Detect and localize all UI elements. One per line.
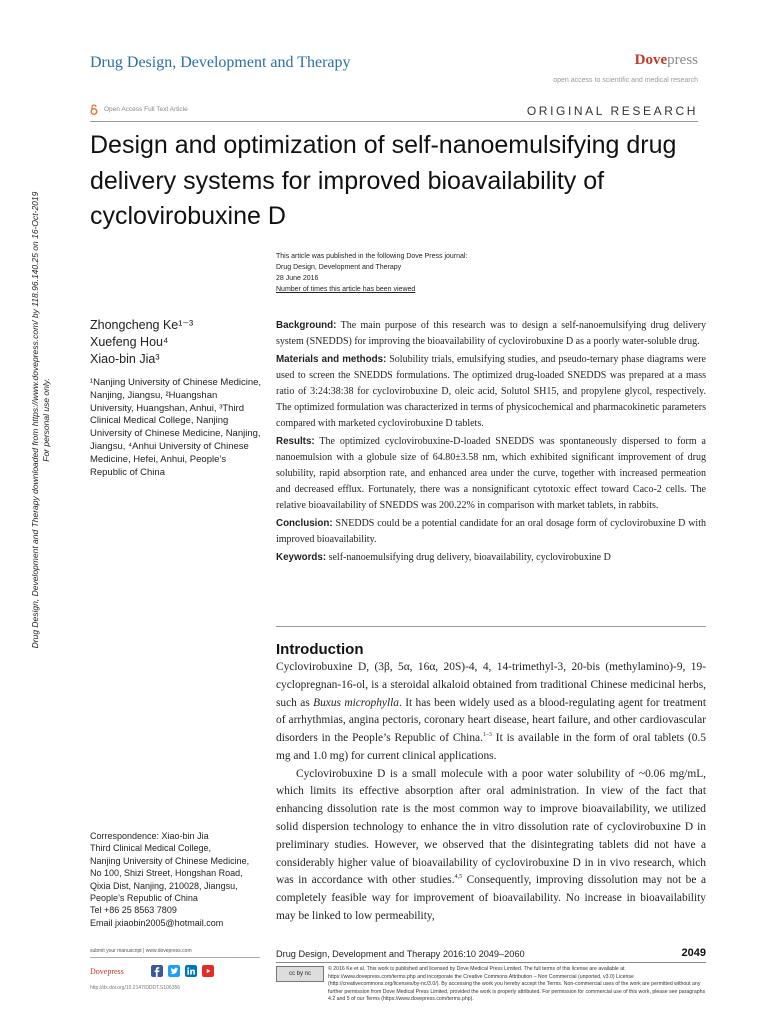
author-name: Xuefeng Hou⁴ (90, 334, 169, 349)
correspondence-email[interactable]: Email jxiaobin2005@hotmail.com (90, 917, 224, 928)
author-name: Xiao-bin Jia³ (90, 351, 160, 366)
submit-manuscript-link[interactable]: submit your manuscript | www.dovepress.com (90, 948, 260, 958)
page-number: 2049 (681, 947, 706, 959)
download-watermark (30, 170, 60, 670)
correspondence-line: Third Clinical Medical College, (90, 843, 212, 854)
twitter-icon[interactable] (168, 965, 180, 977)
section-heading-introduction: Introduction (276, 641, 364, 658)
download-note: Drug Design, Development and Therapy downloaded from https://www.dovepress.com/ by 118.96.140.25 on 16-Oct-2019 (30, 191, 40, 649)
open-access-label: Open Access Full Text Article (104, 106, 188, 113)
intro-paragraph: Cyclovirobuxine D, (3β, 5α, 16α, 20S)-4, 4, 14-trimethyl-3, 20-bis (methylamino)-9, 19-cyclopregnan-16-ol, is a steroidal alkaloid obtained from traditional Chinese medicinal herbs, such as Buxus microphylla. It has been widely used as a blood-regulating agent for treatment of arrhythmias, angina pectoris, coronary heart disease, heart failure, and other cardiovascular disorders in the People’s Republic of China.$^{1-3}$ It is available in the form of oral tablets (0.5 mg and 1.0 mg) for current clinical applications. (276, 661, 706, 762)
article-type: ORIGINAL RESEARCH (526, 104, 698, 118)
pubinfo-line: This article was published in the following Dove Press journal: (276, 253, 468, 260)
footer-citation: Drug Design, Development and Therapy 2016:10 2049–2060 (276, 949, 525, 959)
correspondence (90, 830, 270, 929)
abstract (276, 318, 706, 568)
author-name: Zhongcheng Ke¹⁻³ (90, 318, 194, 332)
brand-press: press (667, 52, 698, 68)
open-access-icon (90, 104, 98, 115)
views-link[interactable]: Number of times this article has been viewed (276, 285, 416, 293)
creative-commons-icon[interactable]: cc by nc (276, 966, 324, 982)
abstract-conclusion: Conclusion: SNEDDS could be a potential candidate for an oral dosage form of cyclovirobuxine D with improved bioavailability. (276, 518, 706, 545)
abstract-keywords: Keywords: self-nanoemulsifying drug delivery, bioavailability, cyclovirobuxine D (276, 552, 611, 563)
abstract-divider (276, 626, 706, 627)
open-access-row (90, 104, 188, 115)
header-divider (90, 121, 698, 122)
brand-tagline: open access to scientific and medical research (553, 77, 698, 84)
correspondence-line: Nanjing University of Chinese Medicine, (90, 855, 250, 866)
social-links (90, 965, 260, 977)
abstract-results: Results: The optimized cyclovirobuxine-D-loaded SNEDDS was spontaneously dispersed to form a nanoemulsion with a globule size of 64.80±3.58 nm, which exhibited significant improvement of drug solubility, rapid absorption rate, and enhanced area under the curve, together with increased permeation and decreased efflux. Fortunately, there was a nonsignificant cytotoxic effect toward Caco-2 cells. The relative bioavailability of SNEDDS was 200.22% in comparison with market tablets, in rabbits. (276, 436, 706, 511)
dovepress-logo[interactable] (553, 52, 698, 84)
article-title: Design and optimization of self-nanoemulsifying drug delivery systems for improved bioavailability of cyclovirobuxine D (90, 131, 677, 230)
correspondence-phone: Tel +86 25 8563 7809 (90, 905, 177, 916)
abstract-background: Background: The main purpose of this research was to design a self-nanoemulsifying drug delivery system (SNEDDS) for improving the bioavailability of cyclovirobuxine D as a poorly water-soluble drug. (276, 320, 706, 347)
brand-dove: Dove (634, 52, 668, 68)
personal-use-note: For personal use only. (41, 378, 52, 462)
youtube-icon[interactable] (202, 965, 214, 977)
citation-ref[interactable]: 1–3 (482, 732, 492, 739)
publication-info (276, 252, 706, 295)
author-list (90, 317, 193, 368)
linkedin-icon[interactable] (185, 965, 197, 977)
affiliations: ¹Nanjing University of Chinese Medicine, Nanjing, Jiangsu, ²Huangshan University, Huangshan, Anhui, ³Third Clinical Medical College, Nanjing University of Chinese Medicine, Nanjing, Jiangsu, ⁴Anhui University of Chinese Medicine, Hefei, Anhui, People’s Republic of China (90, 377, 262, 478)
correspondence-line: Qixia Dist, Nanjing, 210028, Jiangsu, (90, 880, 238, 891)
correspondence-line: Correspondence: Xiao-bin Jia (90, 831, 209, 841)
license-text: © 2016 Ke et al. This work is published and licensed by Dove Medical Press Limited. The full terms of this license are available at https://www.dovepress.com/terms.php and incorporate the Creative Commons Attribution – Non Commercial (unported, v3.0) License (http://creativecommons.org/licenses/by-nc/3.0/). By accessing the work you hereby accept the Terms. Non-commercial uses of the work are permitted without any further permission from Dove Medical Press Limited, provided the work is properly attributed. For permission for commercial use of this work, please see paragraphs 4.2 and 5 of our Terms (https://www.dovepress.com/terms.php). (328, 966, 706, 1003)
pubinfo-date: 28 June 2016 (276, 274, 319, 282)
intro-paragraph: Cyclovirobuxine D is a small molecule with a poor water solubility of ~0.06 mg/mL, which limits its effective absorption after oral administration. In view of the fact that enhancing dissolution rate is the most common way to improve bioavailability, we utilized solid dispersion technology to enhance the in vitro dissolution rate of cyclovirobuxine D in preliminary studies. However, we observed that the disintegrating tablets did not have a considerably higher value of bioavailability of cyclovirobuxine D in in vivo research, which was in accordance with other studies.$^{4,5}$ Consequently, improving dissolution may not be a completely feasible way for improvement of bioavailability. No increase in bioavailability may be linked to low permeability, (276, 767, 706, 922)
abstract-methods: Materials and methods: Solubility trials, emulsifying studies, and pseudo-ternary phase diagrams were used to screen the SNEDDS formulations. The optimized drug-loaded SNEDDS was prepared at a mass ratio of 3:24:38:38 for cyclovirobuxine D, oleic acid, Solutol SH15, and propylene glycol, respectively. The optimized formulation was characterized in terms of physicochemical and pharmacokinetic parameters compared with marketed cyclovirobuxine D tablets. (276, 354, 706, 429)
facebook-icon[interactable] (151, 965, 163, 977)
citation-ref[interactable]: 4,5 (454, 874, 463, 881)
introduction-body (276, 659, 706, 926)
footer-left (90, 948, 260, 991)
license-block (276, 966, 706, 1004)
pubinfo-journal[interactable]: Drug Design, Development and Therapy (276, 263, 402, 271)
footer-divider (276, 962, 706, 963)
doi-link[interactable]: http://dx.doi.org/10.2147/DDDT.S106356 (90, 985, 181, 991)
correspondence-line: People’s Republic of China (90, 893, 198, 904)
correspondence-line: No 100, Shizi Street, Hongshan Road, (90, 868, 243, 879)
dovepress-small-logo[interactable]: Dovepress (90, 966, 124, 976)
journal-name[interactable]: Drug Design, Development and Therapy (90, 54, 351, 71)
